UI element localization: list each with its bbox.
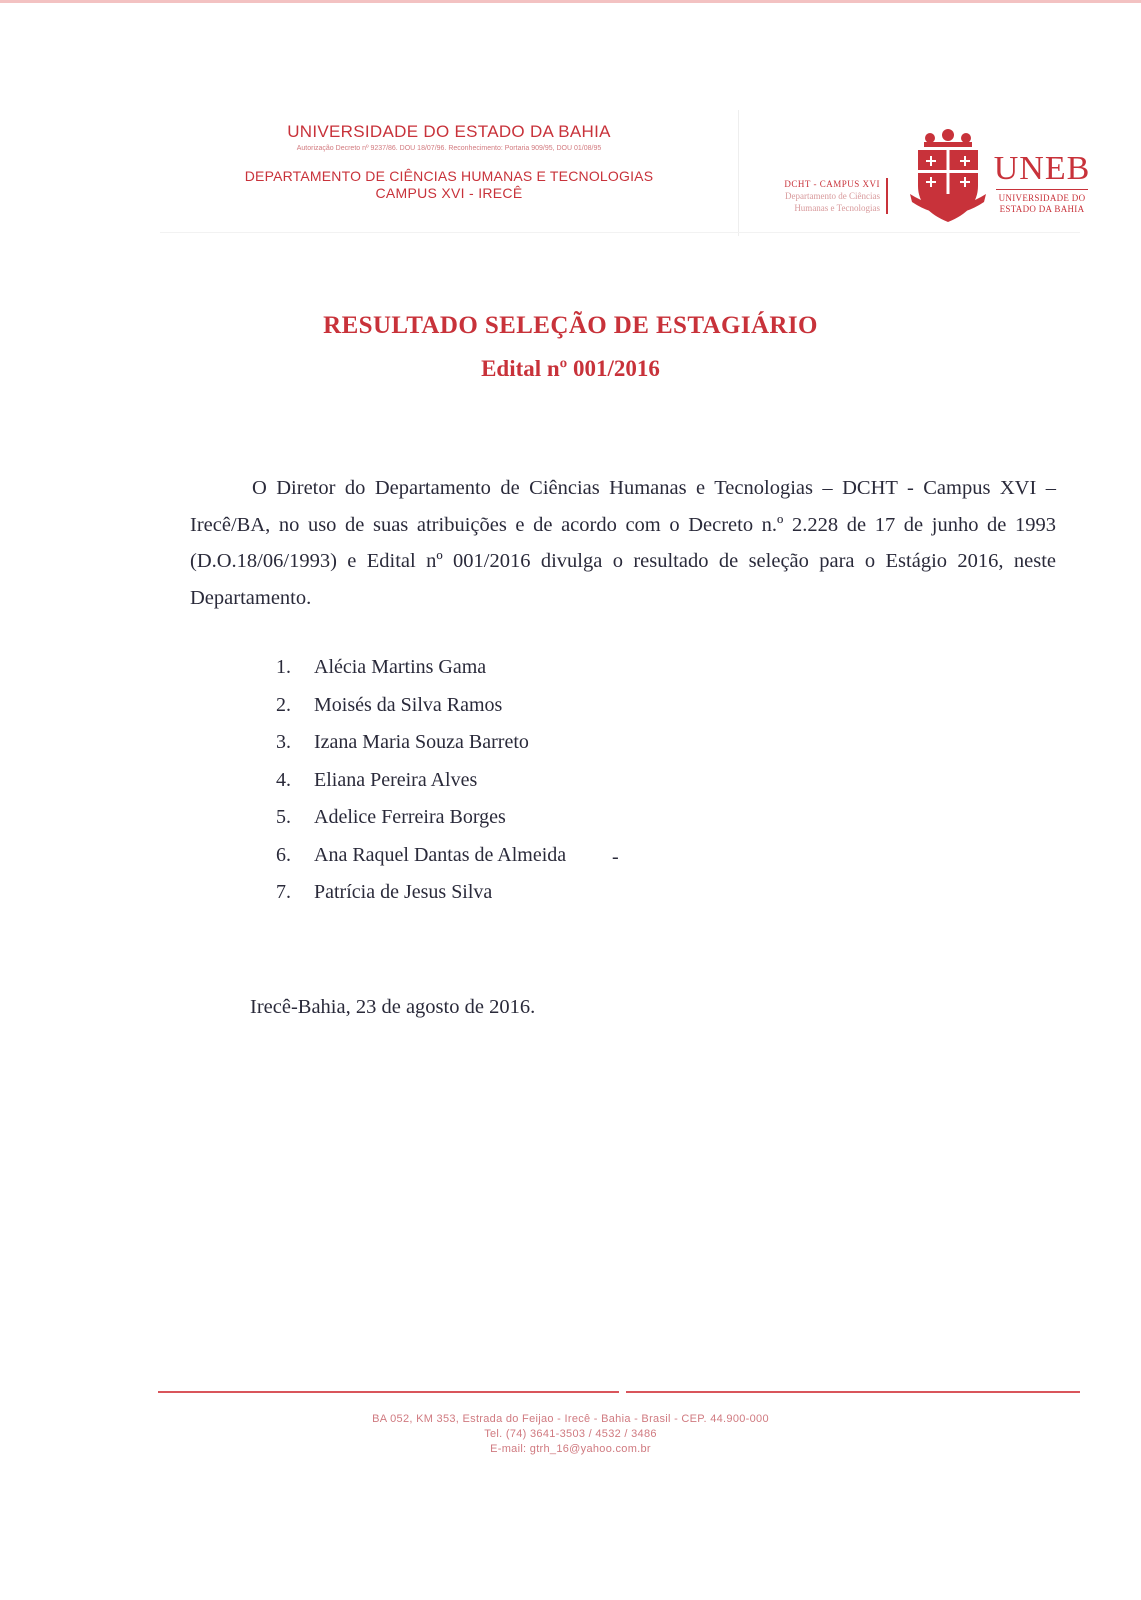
candidate-name: Ana Raquel Dantas de Almeida <box>314 843 567 866</box>
dcht-block <box>740 178 888 214</box>
uneb-logo-text: UNEB <box>993 150 1091 187</box>
letterhead-bottom-line <box>160 232 1080 233</box>
list-item-number: 5. <box>276 806 291 828</box>
letterhead-text <box>160 122 738 201</box>
uneb-logo <box>992 152 1092 215</box>
document-title: RESULTADO SELEÇÃO DE ESTAGIÁRIO <box>323 312 818 339</box>
candidate-name: Patrícia de Jesus Silva <box>314 881 493 903</box>
footer-contact <box>0 1412 1141 1457</box>
uneb-crest-icon <box>908 128 988 228</box>
dcht-line-1: DCHT - CAMPUS XVI <box>784 179 880 189</box>
dcht-line-3: Humanas e Tecnologias <box>794 203 880 213</box>
footer-rule-right <box>626 1391 1080 1393</box>
candidate-name: Alécia Martins Gama <box>314 656 487 678</box>
uneb-logo-sub-1: UNIVERSIDADE DO <box>998 193 1086 203</box>
footer-email: E-mail: gtrh_16@yahoo.com.br <box>490 1443 651 1455</box>
list-item-number: 4. <box>276 768 291 791</box>
list-item <box>276 878 566 916</box>
candidate-name: Izana Maria Souza Barreto <box>314 731 529 753</box>
candidate-name: Moisés da Silva Ramos <box>314 693 503 716</box>
university-name: UNIVERSIDADE DO ESTADO DA BAHIA <box>287 122 611 141</box>
list-item <box>276 803 566 841</box>
list-item <box>276 841 566 879</box>
authorization-line: Autorização Decreto nº 9237/86. DOU 18/07/96. Reconhecimento: Portaria 909/95, DOU 01/08/95 <box>296 145 602 152</box>
list-item-number: 7. <box>276 881 291 903</box>
footer-rule-left <box>158 1391 619 1393</box>
uneb-logo-sub-2: ESTADO DA BAHIA <box>999 204 1085 214</box>
list-item-number: 3. <box>276 731 291 753</box>
list-item <box>276 653 566 691</box>
list-item <box>276 691 566 729</box>
list-item-number: 6. <box>276 843 291 866</box>
list-item <box>276 766 566 804</box>
document-subtitle: Edital nº 001/2016 <box>481 356 660 381</box>
footer-address: BA 052, KM 353, Estrada do Feijao - Irecê - Bahia - Brasil - CEP. 44.900-000 <box>372 1413 769 1425</box>
department-name: DEPARTAMENTO DE CIÊNCIAS HUMANAS E TECNOLOGIAS <box>244 168 654 184</box>
date-line: Irecê-Bahia, 23 de agosto de 2016. <box>250 996 536 1018</box>
list-item-number: 1. <box>276 656 291 678</box>
list-item <box>276 728 566 766</box>
dcht-line-2: Departamento de Ciências <box>785 191 880 201</box>
top-border-line <box>0 0 1141 3</box>
candidate-name: Adelice Ferreira Borges <box>314 806 506 828</box>
body-paragraph: O Diretor do Departamento de Ciências Humanas e Tecnologias – DCHT - Campus XVI – Irecê/BA, no uso de suas atribuições e de acordo com o Decreto n.º 2.228 de 17 de junho de 1993 (D.O.18/06/1993) e Edital nº 001/2016 divulga o resultado de seleção para o Estágio 2016, neste Departamento. <box>190 477 1056 609</box>
footer-phone: Tel. (74) 3641-3503 / 4532 / 3486 <box>484 1428 657 1440</box>
list-item-number: 2. <box>276 693 291 716</box>
stray-mark: - <box>612 846 619 868</box>
candidate-name: Eliana Pereira Alves <box>314 768 478 791</box>
uneb-logo-rule <box>996 189 1088 190</box>
campus-name: CAMPUS XVI - IRECÊ <box>375 185 523 201</box>
candidate-list <box>276 653 566 916</box>
